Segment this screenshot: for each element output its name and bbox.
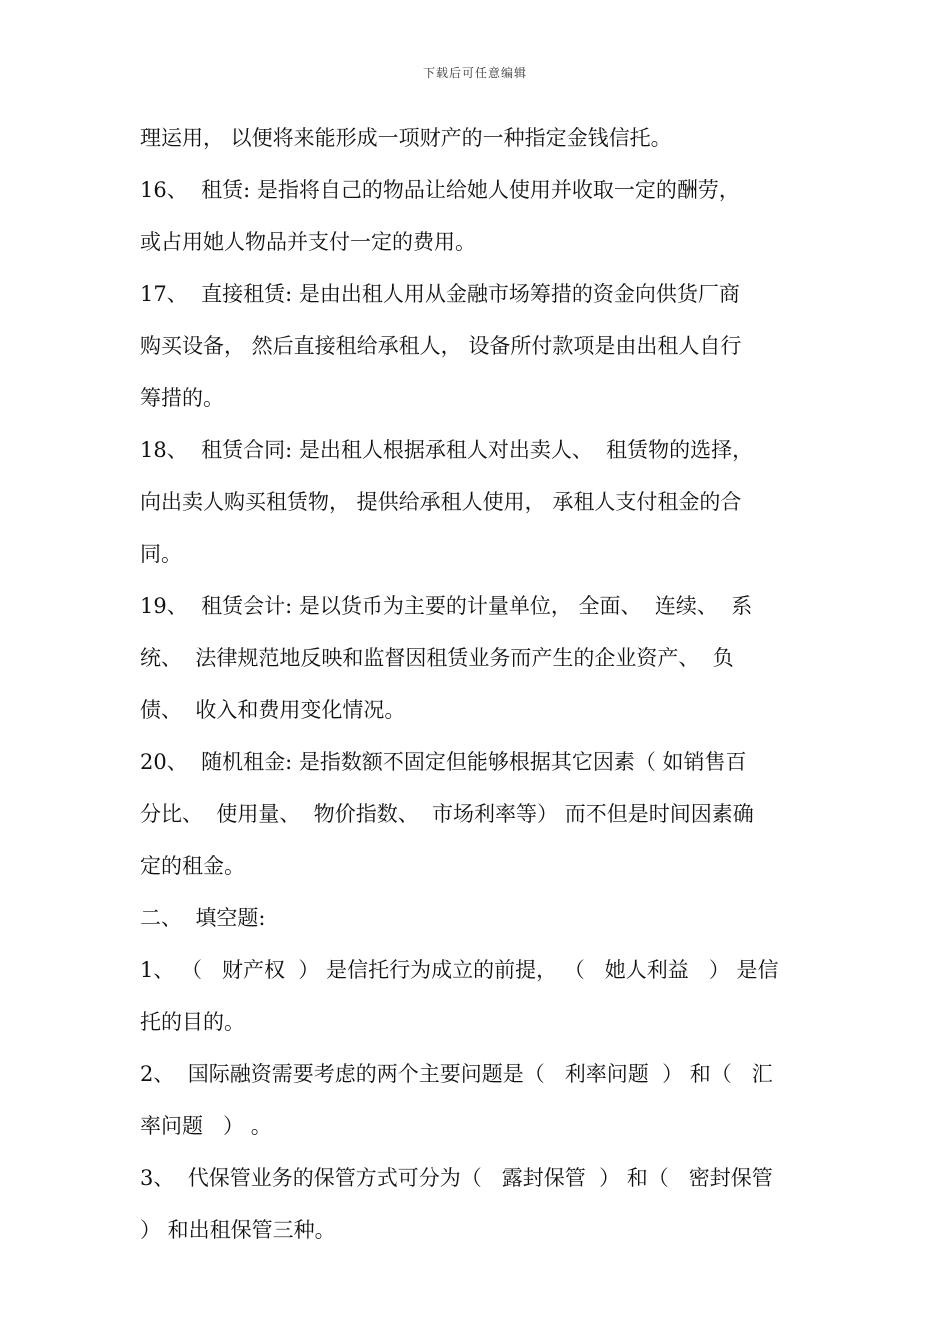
section-heading: 二、 填空题: [140, 906, 266, 930]
text-line: 19、 租赁会计: 是以货币为主要的计量单位， 全面、 连续、 系 [140, 594, 753, 618]
text-line: 统、 法律规范地反映和监督因租赁业务而产生的企业资产、 负 [140, 646, 734, 670]
text-line: 17、 直接租赁: 是由出租人用从金融市场筹措的资金向供货厂商 [140, 282, 740, 306]
page-header: 下载后可任意编辑 [422, 66, 527, 80]
text-line: 16、 租赁: 是指将自己的物品让给她人使用并收取一定的酬劳， [140, 178, 740, 202]
text-line: 2、 国际融资需要考虑的两个主要问题是（ 利率问题 ） 和（ 汇 [140, 1062, 773, 1086]
text-line: 分比、 使用量、 物价指数、 市场利率等） 而不但是时间因素确 [140, 802, 754, 826]
text-line: 同。 [140, 542, 182, 566]
text-line: 或占用她人物品并支付一定的费用。 [140, 230, 476, 254]
document-body [140, 112, 815, 1256]
text-line: 债、 收入和费用变化情况。 [140, 698, 406, 722]
text-line: 定的租金。 [140, 854, 245, 878]
text-line: 18、 租赁合同: 是出租人根据承租人对出卖人、 租赁物的选择， [140, 438, 754, 462]
text-line: 率问题 ） 。 [140, 1114, 272, 1138]
text-line: 筹措的。 [140, 386, 224, 410]
text-line: 理运用， 以便将来能形成一项财产的一种指定金钱信托。 [140, 126, 672, 150]
text-line: 20、 随机租金: 是指数额不固定但能够根据其它因素（ 如销售百 [140, 750, 747, 774]
text-line: ） 和出租保管三种。 [140, 1218, 336, 1242]
text-line: 1、 （ 财产权 ） 是信托行为成立的前提， （ 她人利益 ） 是信 [140, 958, 779, 982]
text-line: 托的目的。 [140, 1010, 245, 1034]
text-line: 3、 代保管业务的保管方式可分为（ 露封保管 ） 和（ 密封保管 [140, 1166, 773, 1190]
text-line: 向出卖人购买租赁物， 提供给承租人使用， 承租人支付租金的合 [140, 490, 742, 514]
text-line: 购买设备， 然后直接租给承租人， 设备所付款项是由出租人自行 [140, 334, 742, 358]
